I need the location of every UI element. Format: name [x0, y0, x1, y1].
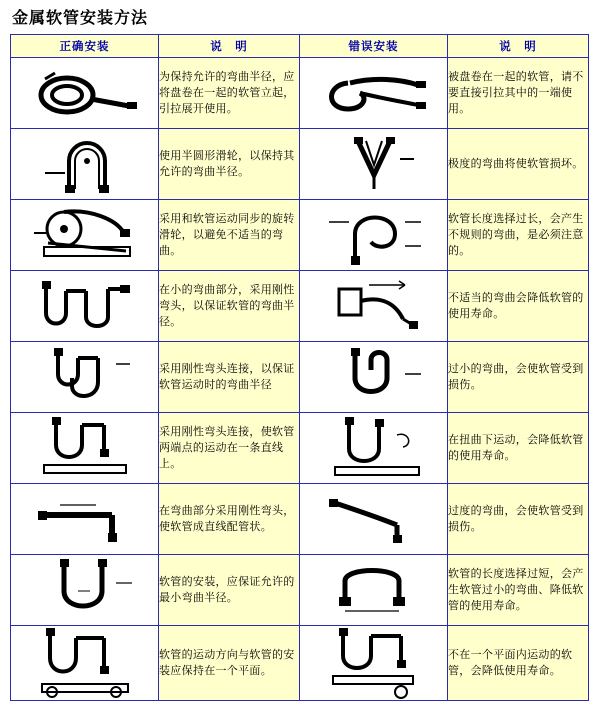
rigid-elbow-u-bend-icon [11, 342, 159, 413]
header-wrong-install: 错误安装 [300, 35, 448, 58]
coiled-hose-flat-icon [11, 58, 159, 129]
description-text: 采用刚性弯头连接，以保证软管运动时的弯曲半径 [159, 342, 300, 413]
table-header-row [11, 35, 589, 58]
description-text: 软管长度选择过长，会产生不规则的弯曲，是必须注意的。 [448, 200, 589, 271]
improper-bend-icon [300, 271, 448, 342]
minimum-bend-radius-icon [11, 555, 159, 626]
description-text: 过小的弯曲，会使软管受到损伤。 [448, 342, 589, 413]
table-row [11, 484, 589, 555]
description-text: 在弯曲部分采用刚性弯头，使软管成直线配管状。 [159, 484, 300, 555]
description-text: 采用和软管运动同步的旋转滑轮，以避免不适当的弯曲。 [159, 200, 300, 271]
header-description-correct: 说 明 [159, 35, 300, 58]
straight-pipe-elbow-icon [11, 484, 159, 555]
excessive-bend-icon [300, 484, 448, 555]
description-text: 软管的运动方向与软管的安装应保持在一个平面。 [159, 626, 300, 701]
description-text: 使用半圆形滑轮，以保持其允许的弯曲半径。 [159, 129, 300, 200]
table-row [11, 129, 589, 200]
rigid-elbow-small-bend-icon [11, 271, 159, 342]
rigid-elbow-straight-line-icon [11, 413, 159, 484]
coiled-hose-pulled-icon [300, 58, 448, 129]
description-text: 过度的弯曲，会使软管受到损伤。 [448, 484, 589, 555]
sharp-bend-v-icon [300, 129, 448, 200]
description-text: 不适当的弯曲会降低软管的使用寿命。 [448, 271, 589, 342]
loose-long-hose-icon [300, 200, 448, 271]
description-text: 被盘卷在一起的软管，请不要直接引拉其中的一端使用。 [448, 58, 589, 129]
twist-motion-icon [300, 413, 448, 484]
header-correct-install: 正确安装 [11, 35, 159, 58]
rotating-sheave-chain-icon [11, 200, 159, 271]
header-description-wrong: 说 明 [448, 35, 589, 58]
description-text: 不在一个平面内运动的软管，会降低使用寿命。 [448, 626, 589, 701]
description-text: 采用刚性弯头连接，使软管两端点的运动在一条直线上。 [159, 413, 300, 484]
table-row [11, 271, 589, 342]
table-row [11, 342, 589, 413]
same-plane-motion-icon [11, 626, 159, 701]
too-small-bend-icon [300, 342, 448, 413]
overlong-hose-icon [300, 555, 448, 626]
description-text: 为保持允许的弯曲半径，应将盘卷在一起的软管立起，引拉展开使用。 [159, 58, 300, 129]
description-text: 在扭曲下运动，会降低软管的使用寿命。 [448, 413, 589, 484]
table-row [11, 626, 589, 701]
description-text: 软管的安装，应保证允许的最小弯曲半径。 [159, 555, 300, 626]
table-row [11, 58, 589, 129]
description-text: 在小的弯曲部分，采用刚性弯头，以保证软管的弯曲半径。 [159, 271, 300, 342]
out-of-plane-motion-icon [300, 626, 448, 701]
page-title: 金属软管安装方法 [12, 8, 149, 27]
description-text: 极度的弯曲将使软管损坏。 [448, 129, 589, 200]
semicircular-sheave-icon [11, 129, 159, 200]
table-row [11, 555, 589, 626]
table-row [11, 413, 589, 484]
table-row [11, 200, 589, 271]
installation-method-table [10, 34, 589, 701]
description-text: 软管的长度选择过短，会产生软管过小的弯曲、降低软管的使用寿命。 [448, 555, 589, 626]
